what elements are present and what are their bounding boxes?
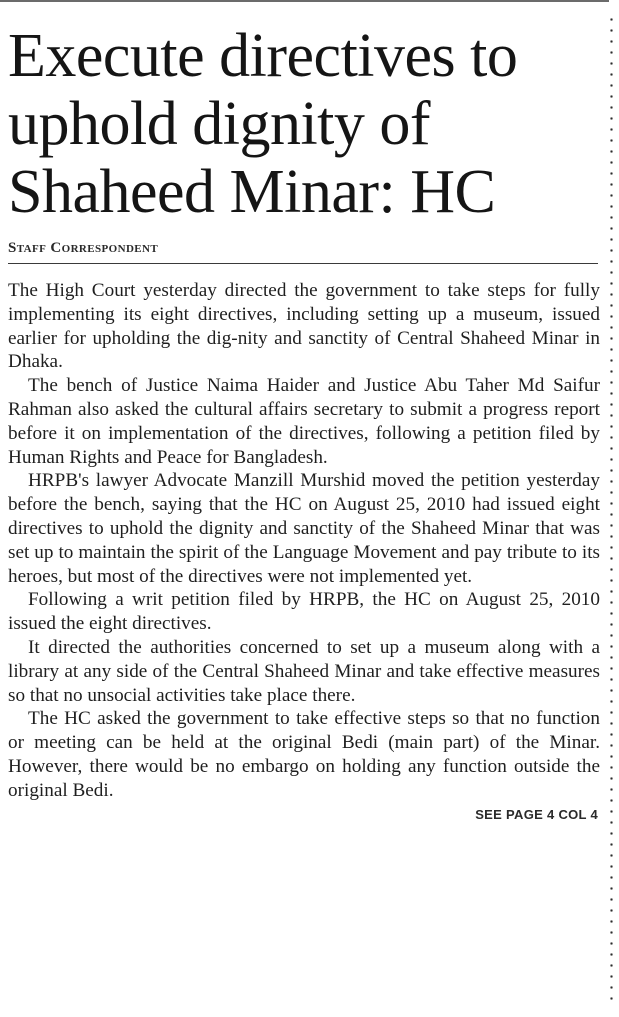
body-paragraph: The HC asked the government to take effective steps so that no function or meeting can be held at the original Bedi (main part) of the Minar. However, there would be no embargo on holding any function outside the original Bedi. [8, 708, 600, 801]
body-paragraph: The bench of Justice Naima Haider and Justice Abu Taher Md Saifur Rahman also asked the cultural affairs secretary to submit a progress report before it on implementation of the directives, following a petition filed by Human Rights and Peace for Bangladesh. [8, 375, 600, 468]
body-paragraph: The High Court yesterday directed the government to take steps for fully implementing its eight directives, including setting up a museum, issued earlier for upholding the dig-nity and sanctity of Central Shaheed Minar in Dhaka. [8, 280, 600, 373]
headline [8, 22, 600, 226]
body-paragraph: HRPB's lawyer Advocate Manzill Murshid moved the petition yesterday before the bench, saying that the HC on August 25, 2010 had issued eight directives to uphold the dignity and sanctity of the Shaheed Minar that was set up to maintain the spirit of the Language Movement and pay tribute to its heroes, but most of the directives were not implemented yet. [8, 470, 600, 587]
news-article [8, 0, 600, 822]
body-paragraph: It directed the authorities concerned to set up a museum along with a library at any side of the Central Shaheed Minar and take effective measures so that no unsocial activities take place there. [8, 636, 600, 706]
continuation-reference: SEE PAGE 4 COL 4 [475, 806, 598, 822]
body-paragraph: Following a writ petition filed by HRPB, the HC on August 25, 2010 issued the eight directives. [8, 589, 600, 635]
article-body [8, 279, 600, 803]
headline-line: Execute directives to [8, 22, 518, 90]
dotted-column-rule [610, 14, 613, 1003]
headline-line: uphold dignity of [8, 90, 431, 158]
byline-divider [8, 263, 598, 264]
byline: Staff Correspondent [8, 240, 159, 256]
headline-line: Shaheed Minar: HC [8, 158, 496, 226]
